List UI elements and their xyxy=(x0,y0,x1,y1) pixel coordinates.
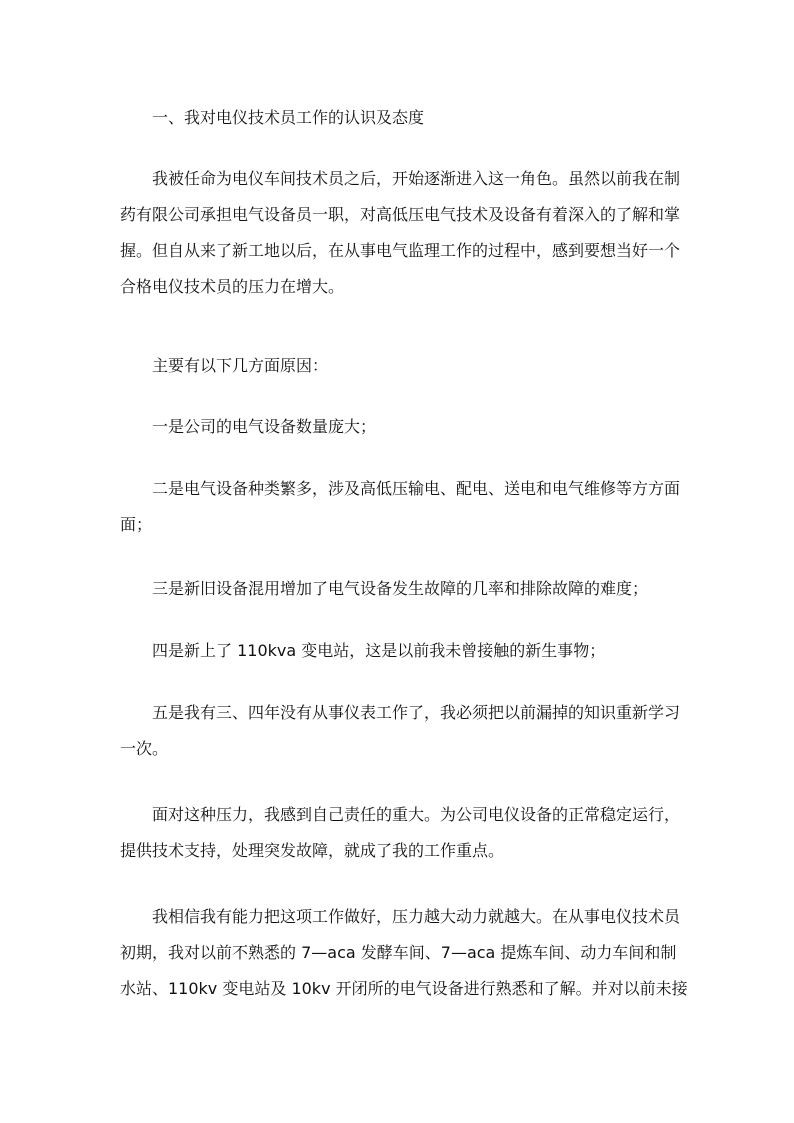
paragraph-reason-5 xyxy=(120,695,680,767)
paragraph-line: 水站、110kv 变电站及 10kv 开闭所的电气设备进行熟悉和了解。并对以前未接 xyxy=(120,979,688,998)
paragraph-line: 主要有以下几方面原因： xyxy=(152,356,329,375)
paragraph-pressure xyxy=(120,797,680,869)
paragraph-reason-1 xyxy=(120,409,680,445)
paragraph-reasons-intro xyxy=(120,348,680,384)
paragraph-line: 一次。 xyxy=(120,739,169,758)
paragraph-line: 面对这种压力，我感到自己责任的重大。为公司电仪设备的正常稳定运行， xyxy=(152,805,681,824)
paragraph-line: 五是我有三、四年没有从事仪表工作了，我必须把以前漏掉的知识重新学习 xyxy=(152,703,681,722)
paragraph-reason-3 xyxy=(120,571,680,607)
paragraph-confidence xyxy=(120,899,688,1007)
paragraph-line: 三是新旧设备混用增加了电气设备发生故障的几率和排除故障的难度； xyxy=(152,579,649,598)
paragraph-reason-2 xyxy=(120,471,680,543)
paragraph-line: 一是公司的电气设备数量庞大； xyxy=(152,417,377,436)
paragraph-line: 提供技术支持，处理突发故障，就成了我的工作重点。 xyxy=(120,841,505,860)
paragraph-line: 我相信我有能力把这项工作做好，压力越大动力就越大。在从事电仪技术员 xyxy=(152,907,681,926)
heading-text: 一、我对电仪技术员工作的认识及态度 xyxy=(152,108,425,127)
section-heading xyxy=(120,100,680,136)
paragraph-line: 初期，我对以前不熟悉的 7—aca 发酵车间、7—aca 提炼车间、动力车间和制 xyxy=(120,943,677,962)
paragraph-line: 我被任命为电仪车间技术员之后，开始逐渐进入这一角色。虽然以前我在制 xyxy=(152,169,681,188)
paragraph-line: 二是电气设备种类繁多，涉及高低压输电、配电、送电和电气维修等方方面 xyxy=(152,479,681,498)
paragraph-line: 握。但自从来了新工地以后，在从事电气监理工作的过程中，感到要想当好一个 xyxy=(120,241,681,260)
paragraph-role-intro xyxy=(120,161,680,305)
paragraph-line: 合格电仪技术员的压力在增大。 xyxy=(120,277,345,296)
paragraph-line: 面； xyxy=(120,515,153,534)
paragraph-line: 四是新上了 110kva 变电站，这是以前我未曾接触的新生事物； xyxy=(152,641,606,660)
paragraph-line: 药有限公司承担电气设备员一职，对高低压电气技术及设备有着深入的了解和掌 xyxy=(120,205,681,224)
paragraph-reason-4 xyxy=(120,633,680,669)
